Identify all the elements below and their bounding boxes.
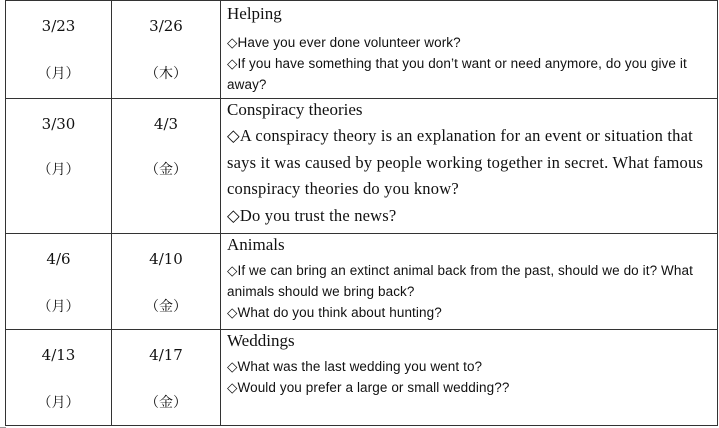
table-row [6, 1, 718, 99]
start-date-cell [6, 234, 112, 330]
question-text: ◇Would you prefer a large or small wedding?? [227, 380, 510, 395]
start-weekday: （月） [37, 66, 80, 82]
end-date: 4/17 [149, 346, 183, 364]
topic-cell [221, 234, 718, 330]
start-weekday: （月） [37, 395, 80, 411]
end-date-cell [112, 234, 221, 330]
start-date-cell [6, 1, 112, 99]
end-weekday: （金） [145, 395, 187, 411]
table-row [6, 99, 718, 234]
end-date: 3/26 [149, 17, 183, 35]
question-text: ◇A conspiracy theory is an explanation for an event or situation that says it was caused by people working together in secret. What famous conspiracy theories do you know? [227, 126, 704, 198]
end-weekday: （金） [145, 162, 187, 178]
start-date-cell [6, 99, 112, 234]
end-date: 4/10 [149, 250, 183, 268]
question-text: ◇What do you think about hunting? [227, 305, 442, 320]
question-text: ◇Have you ever done volunteer work? [227, 35, 461, 50]
table-row [6, 330, 718, 426]
schedule-table [5, 0, 718, 426]
start-date: 3/23 [41, 17, 76, 35]
question-text: ◇If we can bring an extinct animal back from the past, should we do it? What animals should we bring back? [227, 263, 693, 299]
question-text: ◇What was the last wedding you went to? [227, 359, 483, 374]
topic-title: Weddings [227, 331, 295, 350]
topic-cell [221, 330, 718, 426]
end-weekday: （木） [145, 66, 187, 82]
end-date-cell [112, 330, 221, 426]
end-date-cell [112, 99, 221, 234]
topic-title: Conspiracy theories [227, 100, 363, 119]
start-weekday: （月） [37, 299, 80, 315]
question-text: ◇If you have something that you don’t want or need anymore, do you give it away? [227, 56, 687, 92]
question-text: ◇Do you trust the news? [227, 205, 397, 225]
topic-cell [221, 1, 718, 99]
topic-cell [221, 99, 718, 234]
topic-title: Animals [227, 235, 285, 254]
end-weekday: （金） [145, 299, 187, 315]
start-date-cell [6, 330, 112, 426]
end-date-cell [112, 1, 221, 99]
start-date: 3/30 [41, 115, 76, 133]
start-date: 4/13 [41, 346, 76, 364]
topic-title: Helping [227, 4, 282, 23]
start-date: 4/6 [46, 250, 71, 268]
table-row [6, 234, 718, 330]
start-weekday: （月） [37, 162, 80, 178]
end-date: 4/3 [153, 115, 179, 133]
